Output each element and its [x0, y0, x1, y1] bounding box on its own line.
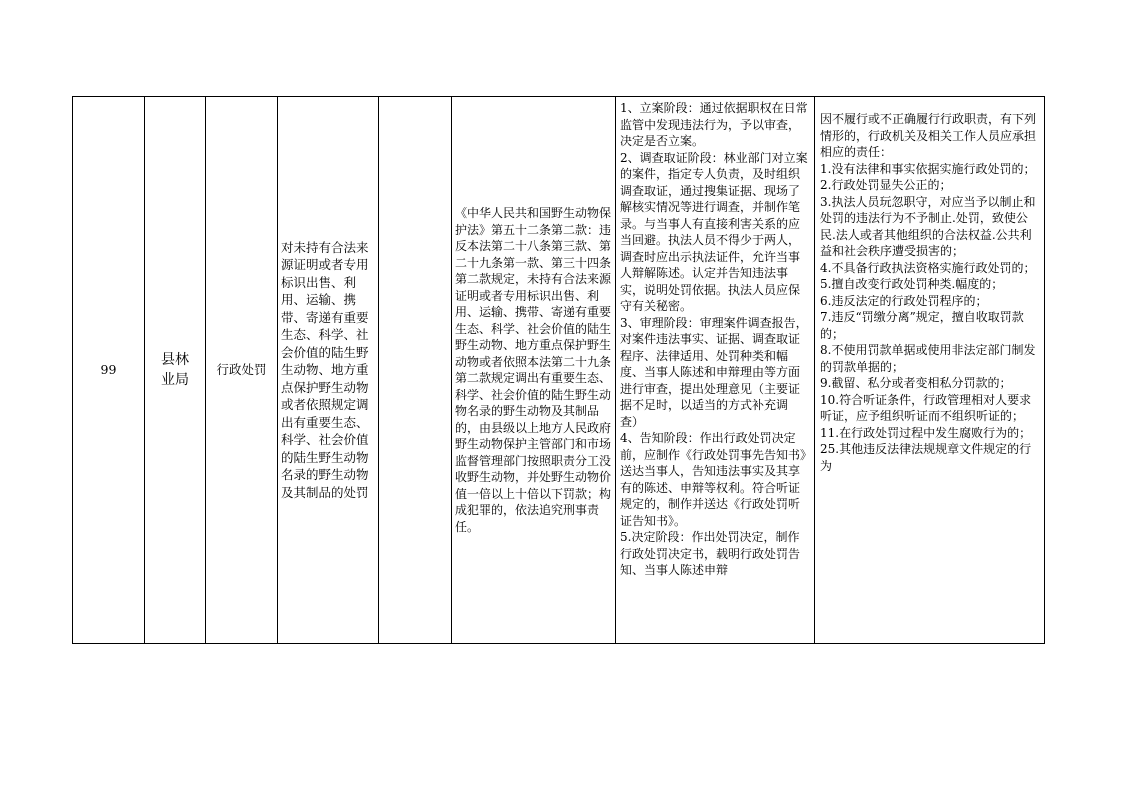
- department-name: 县林业局: [161, 352, 189, 388]
- row-number: 99: [100, 362, 117, 378]
- item-name: 对未持有合法来源证明或者专用标识出售、利用、运输、携带、寄递有重要生态、科学、社会价值的陆生野生动物、地方重点保护野生动物或者依照规定调出有重要生态、科学、社会价值的陆生野生动物名录的野生动物及其制品的处罚: [281, 239, 369, 500]
- permission-table-row: [72, 96, 1045, 644]
- procedure-cell: [616, 97, 815, 643]
- item-name-cell: [278, 97, 379, 643]
- legal-basis-text: 《中华人民共和国野生动物保护法》第五十二条第二款：违反本法第二十八条第三款、第二十九条第一款、第三十四条第二款规定，未持有合法来源证明或者专用标识出售、利用、运输、携带、寄递有重要生态、科学、社会价值的陆生野生动物、地方重点保护野生动物或者依照本法第二十九条第二款规定调出有重要生态、科学、社会价值的陆生野生动物名录的野生动物及其制品的，由县级以上地方人民政府野生动物保护主管部门和市场监督管理部门按照职责分工没收野生动物，并处野生动物价值一倍以上十倍以下罚款；构成犯罪的，依法追究刑事责任。: [455, 206, 612, 534]
- responsibility-text: 因不履行或不正确履行行政职责，有下列情形的，行政机关及相关工作人员应承担相应的责任： 1.没有法律和事实依据实施行政处罚的； 2.行政处罚显失公正的； 3.执法人员玩忽职守，对应当予以制止和处罚的违法行为不予制止.处罚，致使公民.法人或者其他组织的合法权益.公共利益和社会秩序遭受损害的； 4.不具备行政执法资格实施行政处罚的； 5.擅自改变行政处罚种类.幅度的； 6.违反法定的行政处罚程序的； 7.违反“罚缴分离”规定，擅自收取罚款的； 8.不使用罚款单据或使用非法定部门制发的罚款单据的； 9.截留、私分或者变相私分罚款的； 10.符合听证条件，行政管理相对人要求听证，应予组织听证而不组织听证的； 11.在行政处罚过程中发生腐败行为的； 25.其他违反法律法规规章文件规定的行为: [820, 112, 1037, 473]
- sub-item-cell: [379, 97, 452, 643]
- row-number-cell: [73, 97, 145, 643]
- legal-basis-cell: [452, 97, 616, 643]
- power-type: 行政处罚: [216, 362, 267, 378]
- procedure-text: 1、立案阶段：通过依据职权在日常监管中发现违法行为，予以审查，决定是否立案。 2、调查取证阶段：林业部门对立案的案件，指定专人负责，及时组织调查取证，通过搜集证据、现场了解核实情况等进行调查，并制作笔录。与当事人有直接利害关系的应当回避。执法人员不得少于两人，调查时应出示执法证件，允许当事人辩解陈述。认定并告知违法事实，说明处罚依据。执法人员应保守有关秘密。 3、审理阶段：审理案件调查报告，对案件违法事实、证据、调查取证程序、法律适用、处罚种类和幅度、当事人陈述和申辩理由等方面进行审查，提出处理意见（主要证据不足时，以适当的方式补充调查） 4、告知阶段：作出行政处罚决定前，应制作《行政处罚事先告知书》送达当事人，告知违法事实及其享有的陈述、申辩等权利。符合听证规定的，制作并送达《行政处罚听证告知书》。 5.决定阶段：作出处罚决定，制作行政处罚决定书，载明行政处罚告知、当事人陈述申辩: [620, 101, 808, 577]
- department-cell: [145, 97, 206, 643]
- responsibility-cell: [815, 97, 1044, 643]
- power-type-cell: [206, 97, 278, 643]
